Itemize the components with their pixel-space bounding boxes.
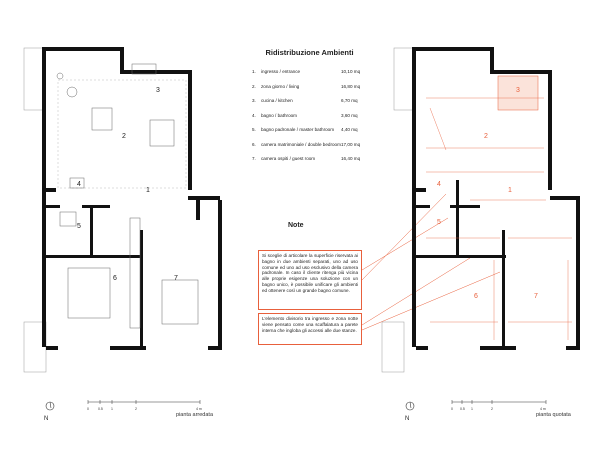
- room-label-5: 5: [77, 223, 81, 230]
- room-label-2: 2: [484, 133, 488, 140]
- room-area: 10,10 mq: [341, 69, 361, 74]
- scale-tick-2: 1: [111, 407, 113, 411]
- room-num: 3.: [252, 98, 256, 103]
- room-label-4: 4: [77, 181, 81, 188]
- room-label-5: 5: [437, 219, 441, 226]
- room-num: 1.: [252, 69, 256, 74]
- room-area: 3,60 mq: [341, 112, 358, 118]
- room-num: 5.: [252, 127, 256, 132]
- room-label-6: 6: [113, 275, 117, 282]
- room-label-2: 2: [122, 133, 126, 140]
- legend-title: Ridistribuzione Ambienti: [265, 48, 354, 57]
- scale-tick-0: 0: [451, 407, 453, 411]
- north-label-right: N: [405, 416, 410, 422]
- room-name: camera ospiti / guest room: [261, 156, 316, 161]
- room-area: 4,40 mq: [341, 127, 358, 132]
- note-partition: L'elemento divisorio tra ingresso e zona notte viene pensato come una scaffalatura a parete interna che ingloba gli accessi alle due stanze.: [258, 313, 362, 345]
- note-bathrooms: Si sceglie di articolare la superficie riservata ai bagno in due ambienti separati, uno ad uso comune ed uno ad uso esclusivo della camera padronale. In caso il cliente ritenga più vicina alle proprie esigenze una soluzione con un bagno unico, è possibile unificare gli ambienti ed ottenere così un grande bagno comune.: [258, 250, 362, 310]
- room-name: bagno padronale / master bathroom: [261, 127, 335, 132]
- north-label-left: N: [44, 416, 49, 422]
- caption-left: pianta arredata: [176, 412, 213, 418]
- dimensioned-floor-plan: [370, 0, 600, 460]
- room-num: 7.: [252, 156, 256, 161]
- balcony-bottom: [382, 322, 404, 372]
- room-label-1: 1: [508, 187, 512, 194]
- scale-tick-3: 2: [491, 407, 493, 411]
- room-name: ingresso / entrance: [261, 69, 301, 74]
- room-label-7: 7: [534, 293, 538, 300]
- balcony-top: [394, 48, 414, 110]
- room-name: cucina / kitchen: [261, 98, 293, 103]
- scale-tick-0: 0: [87, 407, 89, 411]
- scale-tick-1: 0.5: [460, 407, 465, 411]
- room-name: bagno / bathroom: [261, 112, 298, 118]
- scale-tick-2: 1: [471, 407, 473, 411]
- room-num: 6.: [252, 141, 256, 147]
- room-num: 4.: [252, 112, 256, 118]
- notes-title: Note: [288, 222, 304, 229]
- room-area: 6,70 mq: [341, 98, 358, 103]
- room-label-3: 3: [156, 87, 160, 94]
- room-label-6: 6: [474, 293, 478, 300]
- room-label-4: 4: [437, 181, 441, 188]
- room-num: 2.: [252, 83, 256, 89]
- walls: [412, 47, 580, 350]
- room-label-3: 3: [516, 87, 520, 94]
- room-name: camera matrimoniale / double bedroom: [261, 141, 341, 147]
- room-label-7: 7: [174, 275, 178, 282]
- room-area: 16,80 mq: [341, 83, 361, 89]
- room-label-1: 1: [146, 187, 150, 194]
- scale-tick-4: 4 m: [540, 407, 546, 411]
- room-area: 17,00 mq: [341, 141, 361, 147]
- scale-tick-4: 4 m: [196, 407, 202, 411]
- caption-right: pianta quotata: [536, 412, 571, 418]
- scale-tick-1: 0.5: [98, 407, 103, 411]
- room-area: 16,40 mq: [341, 156, 361, 161]
- scale-bar: [451, 400, 546, 411]
- room-name: zona giorno / living: [261, 83, 300, 89]
- scale-tick-3: 2: [135, 407, 137, 411]
